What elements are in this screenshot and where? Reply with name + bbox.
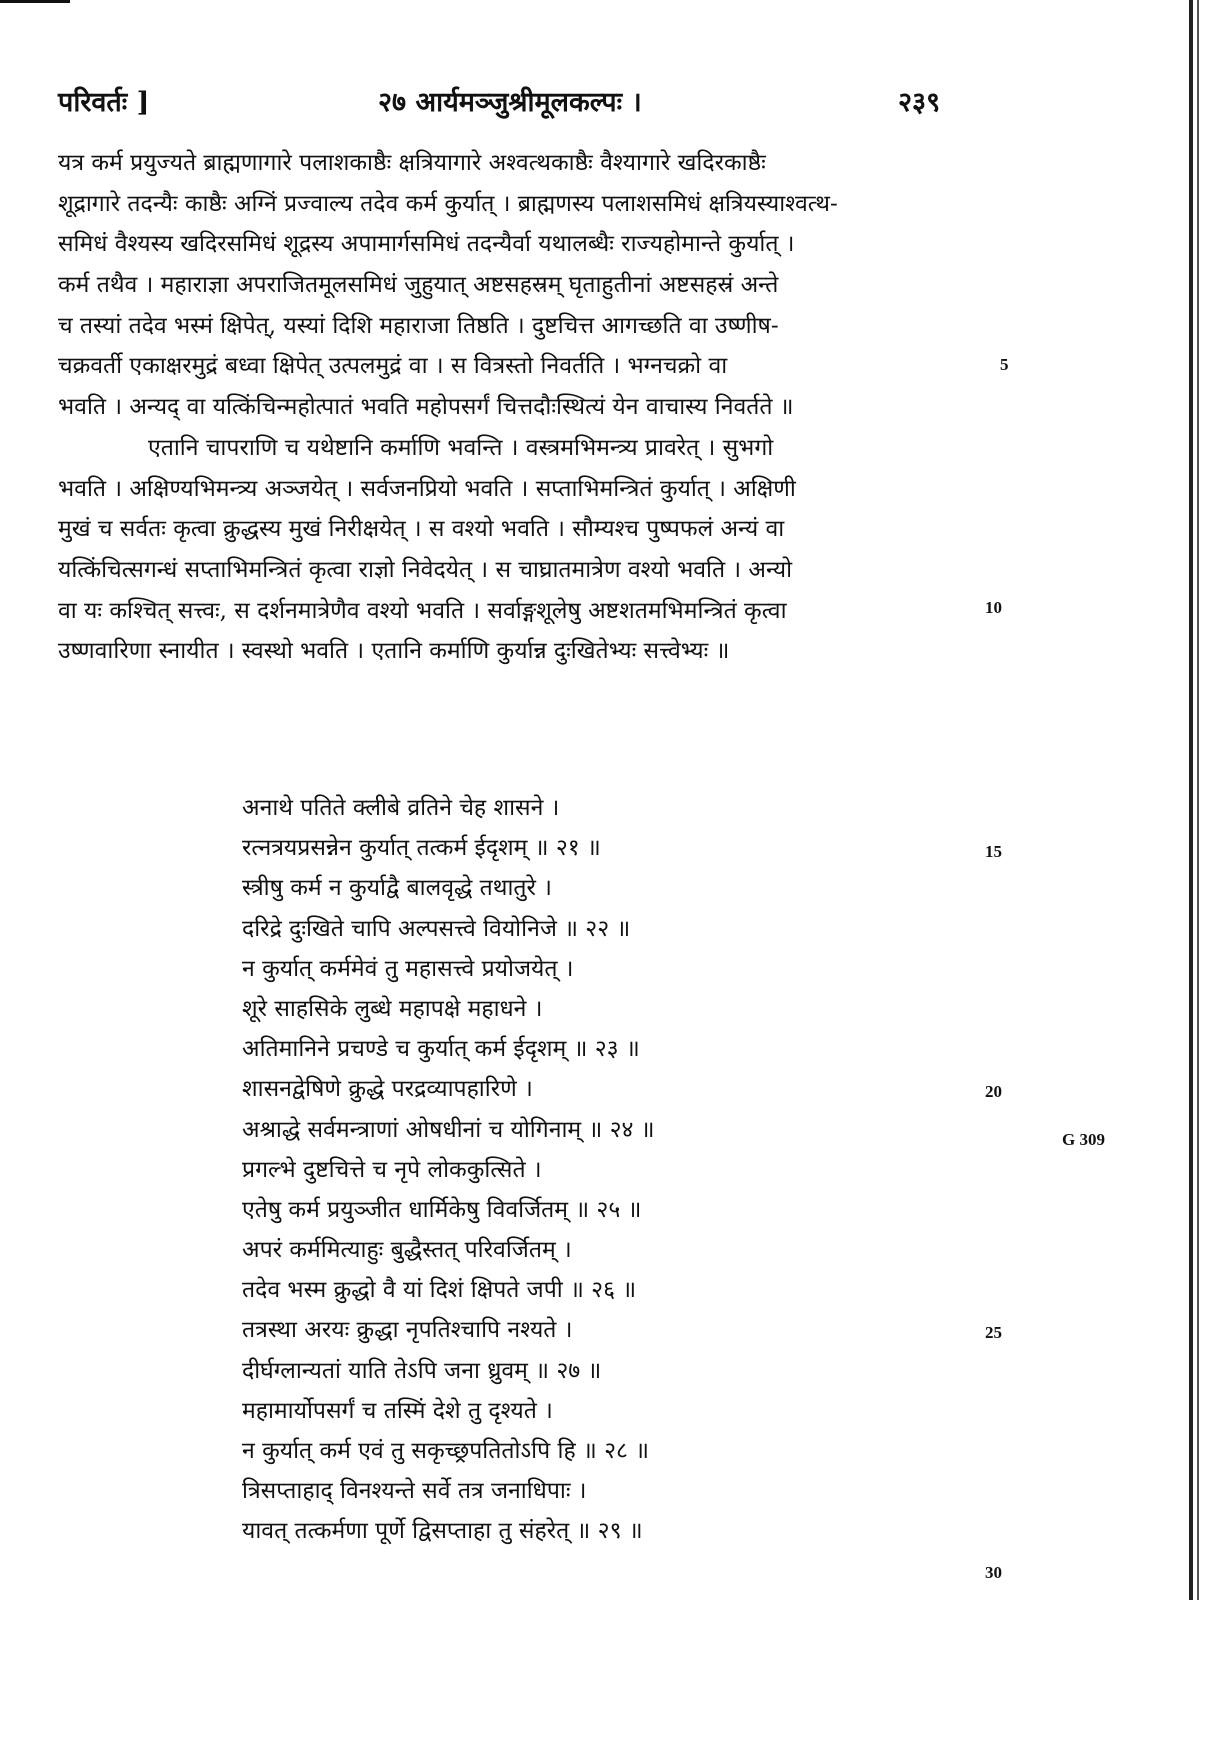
top-rule xyxy=(0,0,70,3)
prose-line: यत्र कर्म प्रयुज्यते ब्राह्मणागारे पलाशकाष्ठैः क्षत्रियागारे अश्वत्थकाष्ठैः वैश्यागारे खदिरकाष्ठैः xyxy=(58,150,766,176)
verse-line: अपरं कर्ममित्याहुः बुद्धैस्तत् परिवर्जितम् । xyxy=(242,1237,572,1264)
verse-line: स्त्रीषु कर्म न कुर्याद्वै बालवृद्धे तथातुरे । xyxy=(242,875,552,902)
verse-line: अनाथे पतिते क्लीबे व्रतिने चेह शासने । xyxy=(242,795,560,821)
verse-line: तदेव भस्म क्रुद्धो वै यां दिशं क्षिपते जपी ॥ २६ ॥ xyxy=(242,1277,637,1304)
binding-edge-inner xyxy=(1197,0,1199,1600)
prose-line: एतानि चापराणि च यथेष्टानि कर्माणि भवन्ति । वस्त्रमभिमन्त्र्य प्रावरेत् । सुभगो xyxy=(148,434,774,461)
verse-line: रत्नत्रयप्रसन्नेन कुर्यात् तत्कर्म ईदृशम् ॥ २१ ॥ xyxy=(242,835,601,862)
verse-line: महामार्योपसर्गं च तस्मिं देशे तु दृश्यते । xyxy=(242,1397,553,1424)
verse-line: न कुर्यात् कर्म एवं तु सकृच्छ्रपतितोऽपि हि ॥ २८ ॥ xyxy=(242,1438,650,1464)
verse-line: न कुर्यात् कर्ममेवं तु महासत्त्वे प्रयोजयेत् । xyxy=(242,955,574,982)
verse-line: दीर्घग्लान्यतां याति तेऽपि जना ध्रुवम् ॥ २७ ॥ xyxy=(242,1357,602,1384)
page-header xyxy=(58,82,978,122)
verse-line: दरिद्रे दुःखिते चापि अल्पसत्त्वे वियोनिजे ॥ २२ ॥ xyxy=(242,915,631,942)
prose-line: कर्म तथैव । महाराज्ञा अपराजितमूलसमिधं जुहुयात् अष्टसहस्रम् घृताहुतीनां अष्टसहस्रं अन्ते xyxy=(58,272,779,299)
line-number-5: 5 xyxy=(1000,355,1009,374)
prose-block xyxy=(58,143,978,672)
prose-line: च तस्यां तदेव भस्मं क्षिपेत्, यस्यां दिशि महाराजा तिष्ठति । दुष्टचित्त आगच्छति वा उष्णीष- xyxy=(58,312,779,339)
edition-page-ref: G 309 xyxy=(1062,1130,1105,1149)
running-head-left: परिवर्तः ] xyxy=(58,87,150,118)
verse-line: प्रगल्भे दुष्टचित्ते च नृपे लोककुत्सिते । xyxy=(242,1156,542,1183)
verse-block xyxy=(242,788,942,1552)
verse-line: शूरे साहसिके लुब्धे महापक्षे महाधने । xyxy=(242,995,543,1022)
verse-line: अतिमानिने प्रचण्डे च कुर्यात् कर्म ईदृशम् ॥ २३ ॥ xyxy=(242,1036,640,1063)
line-number-10: 10 xyxy=(985,598,1002,617)
line-number-25: 25 xyxy=(985,1323,1002,1342)
prose-line: यत्किंचित्सगन्धं सप्ताभिमन्त्रितं कृत्वा राज्ञो निवेदयेत् । स चाघ्रातमात्रेण वश्यो भवति । अन्यो xyxy=(58,556,793,583)
line-number-30: 30 xyxy=(985,1563,1002,1582)
verse-line: त्रिसप्ताहाद् विनश्यन्ते सर्वे तत्र जनाधिपाः । xyxy=(242,1478,587,1505)
line-number-20: 20 xyxy=(985,1082,1002,1101)
prose-line: उष्णवारिणा स्नायीत । स्वस्थो भवति । एतानि कर्माणि कुर्यान्न दुःखितेभ्यः सत्त्वेभ्यः ॥ xyxy=(58,638,730,665)
page-number: २३९ xyxy=(898,87,941,118)
binding-edge xyxy=(1189,0,1193,1600)
line-number-15: 15 xyxy=(985,842,1002,861)
prose-line: भवति । अन्यद् वा यत्किंचिन्महोत्पातं भवति महोपसर्गं चित्तदौःस्थित्यं येन वाचास्य निवर्तते ॥ xyxy=(58,394,794,421)
prose-line: समिधं वैश्यस्य खदिरसमिधं शूद्रस्य अपामार्गसमिधं तदन्यैर्वा यथालब्धैः राज्यहोमान्ते कुर्यात् । xyxy=(58,231,795,258)
verse-line: अश्राद्धे सर्वमन्त्राणां ओषधीनां च योगिनाम् ॥ २४ ॥ xyxy=(242,1116,655,1143)
verse-line: यावत् तत्कर्मणा पूर्णे द्विसप्ताहा तु संहरेत् ॥ २९ ॥ xyxy=(242,1518,643,1545)
prose-line: भवति । अक्षिण्यभिमन्त्र्य अञ्जयेत् । सर्वजनप्रियो भवति । सप्ताभिमन्त्रितं कुर्यात् । अक्षिणी xyxy=(58,475,796,502)
prose-line: मुखं च सर्वतः कृत्वा क्रुद्धस्य मुखं निरीक्षयेत् । स वश्यो भवति । सौम्यश्च पुष्पफलं अन्यं वा xyxy=(58,516,785,543)
prose-line: शूद्रागारे तदन्यैः काष्ठैः अग्निं प्रज्वाल्य तदेव कर्म कुर्यात् । ब्राह्मणस्य पलाशसमिधं क्षत्रियस्याश्वत्थ- xyxy=(58,190,838,217)
verse-line: एतेषु कर्म प्रयुञ्जीत धार्मिकेषु विवर्जितम् ॥ २५ ॥ xyxy=(242,1196,642,1223)
verse-line: शासनद्वेषिणे क्रुद्धे परद्रव्यापहारिणे । xyxy=(242,1076,533,1103)
prose-line: वा यः कश्चित् सत्त्वः, स दर्शनमात्रेणैव वश्यो भवति । सर्वाङ्गशूलेषु अष्टशतमभिमन्त्रितं कृत्वा xyxy=(58,597,787,624)
prose-line: चक्रवर्ती एकाक्षरमुद्रं बध्वा क्षिपेत् उत्पलमुद्रं वा । स वित्रस्तो निवर्तति । भग्नचक्रो वा xyxy=(58,353,728,380)
verse-line: तत्रस्था अरयः क्रुद्धा नृपतिश्चापि नश्यते । xyxy=(242,1317,573,1344)
running-head-title: २७ आर्यमञ्जुश्रीमूलकल्पः । xyxy=(378,87,642,118)
